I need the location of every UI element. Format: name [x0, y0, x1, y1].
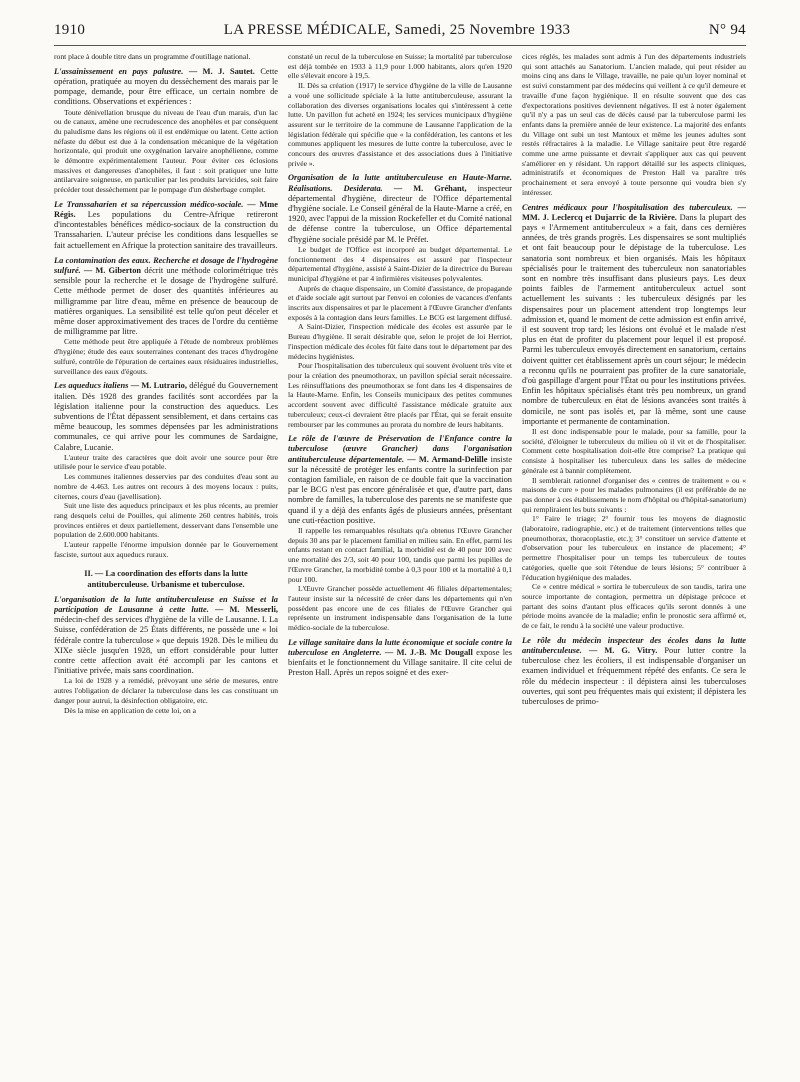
section-heading: Le rôle de l'œuvre de Préservation de l'Enfance contre la tuberculose (œuvre Grancher) dans l'organisation antituberculeuse départementale. — M. Armand-Delille insiste sur la nécessité de protéger les enfants contre la surinfection par contagion familiale, en raison de ce double fait que la vaccination par le BCG n'est pas encore généralisée et que, d'autre part, dans nombre de familles, la tuberculose des parents ne se manifeste que quand il y a déjà des enfants âgés de plusieurs années, présentant une cuti-réaction positive. [288, 434, 512, 525]
article-columns [54, 52, 746, 1072]
page-number: 1910 [54, 22, 86, 38]
column-1 [54, 52, 278, 1072]
paragraph: Dès la mise en application de cette loi, on a [64, 705, 197, 715]
section-heading: Organisation de la lutte antituberculeuse en Haute-Marne. Réalisations. Desiderata. — M. Gréhant, inspecteur départemental d'hygiène, directeur de l'Office départemental d'hygiène sociale. Le Conseil général de la Haute-Marne a créé, en 1920, avec l'appui de la mission Rockefeller et du Comité national de défense contre la tuberculose, un Office départemental d'hygiène sociale présidé par M. le Préfet. [288, 173, 512, 244]
paragraph: Suit une liste des aqueducs principaux et les plus récents, au premier rang desquels celui de Pouilles, qui alimente 260 centres habités, trois provinces entières et deux partiellement, desservant dans l'ensemble une population de 2.600.000 habitants. [54, 501, 278, 540]
section-heading: Le Transsaharien et sa répercussion médico-sociale. — Mme Régis. Les populations du Centre-Afrique retireront d'incontestables bénéfices médico-sociaux de la construction du Transsaharien. L'auteur précise les conditions dans lesquelles se fait actuellement en Afrique la protection sanitaire des travailleurs. [54, 199, 278, 250]
paragraph: constaté un recul de la tuberculose en Suisse; la mortalité par tuberculose est déjà tombée en 1933 à 11,9 pour 1.000 habitants, alors qu'en 1920 elle s'élevait encore à 19,5. [288, 52, 512, 81]
paragraph: cices réglés, les malades sont admis à l'un des départements industriels qui sont attachés au Sanatorium. L'ancien malade, qui peut résider au moins cinq ans dans le Village, travaille, ne paie qu'un loyer nominal et est suivi constamment par des médecins qui veillent à ce qu'il demeure et travaille d'une façon hygiénique. Il en résulte souvent que des cas d'expectorations positives deviennent négatives. Il est à noter également qu'il n'y a pas un seul cas de décès causé par la tuberculose parmi les enfants dans la première année de leur existence. La majorité des enfants du Village ont subi un test Mantoux et même les jeunes adultes sont restés réfractaires à la maladie. Le Village sanitaire peut être regardé comme une arme puissante et devrait s'appliquer aux cas qui peuvent s'améliorer en y résidant. Un rapport détaillé sur les aspects cliniques, administratifs et économiques de Preston Hall va paraître très prochainement et sera envoyé à toute personne qui voudra bien s'y intéresser. [522, 52, 746, 197]
column-3 [522, 52, 746, 1072]
paragraph: Il semblerait rationnel d'organiser des « centres de traitement » ou « maisons de cure » pour les malades pulmonaires (il est préférable de ne pas donner à ces établissements le nom d'hôpital ou d'hôpital-sanatorium) qui rempliraient les buts suivants : [522, 475, 746, 514]
paragraph: Les communes italiennes desservies par des conduites d'eau sont au nombre de 4.463. Les autres ont recours à des moyens locaux : puits, citernes, cours d'eau (javellisation). [54, 472, 278, 501]
paragraph: A Saint-Dizier, l'inspection médicale des écoles est assurée par le Bureau d'hygiène. Il serait désirable que, selon le projet de loi Herriot, l'inspection médicale des écoles fût faite dans tout le département par des médecins hygiénistes. [288, 322, 512, 361]
header-rule [54, 45, 746, 46]
paragraph: L'auteur traite des caractères que doit avoir une source pour être utilisée pour le service d'eau potable. [54, 452, 278, 472]
section-heading: L'assainissement en pays palustre. — M. J. Sautet. Cette opération, pratiquée au moyen du dessèchement des marais par le pompage, demande, pour être efficace, un certain nombre de conditions. Observations et expériences : [54, 66, 278, 107]
issue-number: N° 94 [708, 22, 746, 38]
journal-title: LA PRESSE MÉDICALE, Samedi, 25 Novembre 1933 [223, 22, 571, 38]
section-heading: L'organisation de la lutte antituberculeuse en Suisse et la participation de Lausanne à cette lutte. — M. Messerli, médecin-chef des services d'hygiène de la ville de Lausanne. I. La Suisse, confédération de 25 États différents, ne possède une « loi fédérale contre la tuberculose » que depuis 1928. Dès le milieu du XIXe siècle jusqu'en 1928, un effort considérable pour lutter contre cette affection avait été accompli par les cantons et l'initiative privée, mais sans coordination. [54, 594, 278, 676]
paragraph: L'Œuvre Grancher possède actuellement 46 filiales départementales; l'auteur insiste sur la nécessité de créer dans les départements qui n'en possèdent pas encore une de ces filiales de l'Œuvre Grancher qui représente un instrument indispensable dans l'organisation de la lutte médico-sociale de la tuberculose. [288, 584, 512, 633]
part-heading: II. — La coordination des efforts dans la lutte antituberculeuse. Urbanisme et tuberculose. [84, 569, 248, 589]
paragraph: ront place à double titre dans un programme d'outillage national. [54, 52, 251, 61]
section-heading: Le rôle du médecin inspecteur des écoles dans la lutte antituberculeuse. — M. G. Vitry. Pour lutter contre la tuberculose chez les écoliers, il est indispensable d'organiser un examen individuel et fréquemment répété des enfants. Ce sera le rôle du médecin inspecteur : il dépistera ainsi les tuberculoses ouvertes, qui sont peu fréquentes mais qui existent; il dépistera les tuberculoses de primo- [522, 635, 746, 706]
paragraph: Il rappelle les remarquables résultats qu'a obtenus l'Œuvre Grancher depuis 30 ans par le placement familial en milieu sain. En effet, parmi les enfants restant en contact familial, la morbidité est de 40 pour 100 avec une mortalité des 2/3, soit 40 pour 100, tandis que parmi les pupilles de l'Œuvre Grancher, la morbidité tombe à 0,3 pour 100 et la mortalité à 0,1 pour 100. [288, 526, 512, 584]
paragraph: La loi de 1928 y a remédié, prévoyant une série de mesures, entre autres l'obligation de déclarer la tuberculose dans les cas constituant un danger pour autrui, la désinfection obligatoire, etc. [54, 676, 278, 705]
paragraph: II. Dès sa création (1917) le service d'hygiène de la ville de Lausanne a voué une sollicitude spéciale à la lutte antituberculeuse, assurant la collaboration des diverses organisations locales qui s'intéressent à cette lutte. Un pavillon fut acheté en 1924; les services municipaux d'hygiène assurent sur le territoire de la commune de Lausanne l'application de la législation fédérale qui spécifie que « la confédération, les cantons et les communes appliquent les mesures de lutte contre la tuberculose, avec le concours des œuvres d'assistance et des associations dues à l'initiative privée ». [288, 81, 512, 168]
paragraph: Toute dénivellation brusque du niveau de l'eau d'un marais, d'un lac ou de canaux, amène une recrudescence des anophèles et par conséquent du paludisme dans les régions où il est endémique ou latent. Cette action néfaste du début est due à la condensation mécanique de la végétation horizontale, qui produit une oxygénation larvaire anophélienne, comme le démontre expérimentalement l'auteur. Pour éviter ces éclosions massives et dangereuses d'anophèles, il faut : soit pratiquer une lutte antilarvaire soigneuse, en particulier par les produits larvicides, soit faire précéder tout dessèchement par le pompage d'un désherbage complet. [54, 107, 278, 195]
section-heading: Centres médicaux pour l'hospitalisation des tuberculeux. — MM. J. Leclercq et Dujarric de la Rivière. Dans la plupart des pays « l'Armement antituberculeux » a fait, dans ces dernières années, de très grands progrès. Les dispensaires se sont multipliés et ont fait beaucoup pour le dépistage de la tuberculose. Les sanatoria sont nombreux et bien organisés. Mais les hôpitaux spécialisés pour le traitement des tuberculeux non sanatoriables sont en nombre très insuffisant dans plusieurs pays. Les deux points faibles de l'armement antituberculeux actuel sont actuellement les suivants : les tuberculeux désignés par les dispensaires pour un placement attendent trop longtemps leur admission et, quand le moment de cette admission est enfin arrivé, il est souvent trop tard; les lésions ont évolué et le malade n'est plus en état de profiter du placement pour lequel il est proposé. Parmi les tuberculeux envoyés directement en sanatorium, certains doivent quitter cet établissement après un court séjour; le médecin a reconnu qu'ils ne pourraient pas profiter de la cure sanatoriale, d'où gaspillage d'argent pour l'État ou pour les institutions privées. Enfin les hôpitaux spécialisés étant très peu nombreux, un grand nombre de tuberculeux en état de lésions avancées sont traités à domicile, ne sont pas isolés et, par là même, sont une cause importante et permanente de contamination. [522, 202, 746, 426]
paragraph: Le budget de l'Office est incorporé au budget départemental. Le fonctionnement des 4 dispensaires est assuré par l'inspecteur départemental d'hygiène, assisté à Saint-Dizier de la directrice du Bureau municipal d'hygiène et par 4 infirmières visiteuses polyvalentes. [288, 244, 512, 283]
column-2 [288, 52, 512, 1072]
section-heading: Les aqueducs italiens — M. Lutrario, délégué du Gouvernement italien. Dès 1928 des grandes facilités sont accordées par la législation italienne pour la construction des aqueducs. Les subventions de l'État dépassent sensiblement, et dans certains cas même beaucoup, les sommes dépensées par les administrations communales, ce qui arrive pour les communes de Sardaigne, Calabre, Lucanie. [54, 381, 278, 452]
paragraph: Cette méthode peut être appliquée à l'étude de nombreux problèmes d'hygiène; étude des eaux souterraines contenant des traces d'hydrogène sulfuré, contrôle de l'épuration de certaines eaux résiduaires industrielles, surveillance des eaux d'égouts. [54, 337, 278, 376]
paragraph: 1° Faire le triage; 2° fournir tous les moyens de diagnostic (laboratoire, radiographie, etc.) et de traitement (interventions telles que pneumothorax, thoracoplastie, etc.); 3° constituer un service d'attente et d'observation pour les tuberculeux en instance de placement; 4° permettre l'hospitaliser pour un temps les tuberculeux de toutes catégories, quelle que soit l'étendue de leurs lésions; 5° contribuer à l'éducation hygiénique des malades. [522, 514, 746, 582]
paragraph: Pour l'hospitalisation des tuberculeux qui souvent évoluent très vite et pour la création des pneumothorax, un pavillon spécial serait nécessaire. Les réinsufflations des pneumothorax se font dans les 4 dispensaires de la Haute-Marne. Enfin, les Conseils municipaux des petites communes accordent souvent avec difficulté l'assistance médicale gratuite aux tuberculeux; ceux-ci devraient être placés par l'État, qui se ferait ensuite rembourser par les communes au prorata du nombre de leurs habitants. [288, 361, 512, 429]
paragraph: L'auteur rappelle l'énorme impulsion donnée par le Gouvernement fasciste, surtout aux aqueducs ruraux. [54, 540, 278, 559]
section-heading: Le village sanitaire dans la lutte économique et sociale contre la tuberculose en Angleterre. — M. J.-B. Mc Dougall expose les bienfaits et le fonctionnement du Village sanitaire. Il cite celui de Preston Hall. Après un repos soigné et des exer- [288, 637, 512, 678]
section-heading: La contamination des eaux. Recherche et dosage de l'hydrogène sulfuré. — M. Giberton décrit une méthode colorimétrique très sensible pour la recherche et le dosage de l'hydrogène sulfuré. Cette méthode permet de doser des quantités inférieures au milligramme par litre d'eau, même en présence de beaucoup de matières organiques. La sensibilité est telle qu'on peut déceler et même doser approximativement des traces de l'ordre du centième de milligramme par litre. [54, 255, 278, 337]
paragraph: Il est donc indispensable pour le malade, pour sa famille, pour la société, d'éloigner le tuberculeux du milieu où il vit et de l'hospitaliser. Comment cette hospitalisation doit-elle être comprise? La pratique qui consiste à hospitaliser les tuberculeux dans les salles de médecine générale est à bannir complètement. [522, 427, 746, 475]
page-header [54, 22, 746, 44]
paragraph: Ce « centre médical » sortira le tuberculeux de son taudis, tarira une source importante de contagion, permettra un dépistage précoce et partant des soins d'autant plus efficaces qu'ils seront donnés à une période moins avancée de la maladie; enfin le pronostic sera affirmé et, de ce fait, le rendu à la société une valeur productive. [522, 582, 746, 631]
paragraph: Auprès de chaque dispensaire, un Comité d'assistance, de propagande et d'aide sociale agit surtout par l'envoi en colonies de vacances d'enfants inscrits aux dispensaires et par le placement à l'Œuvre Grancher d'enfants exposés à la contagion dans leurs familles. Le BCG est largement diffusé. [288, 283, 512, 322]
